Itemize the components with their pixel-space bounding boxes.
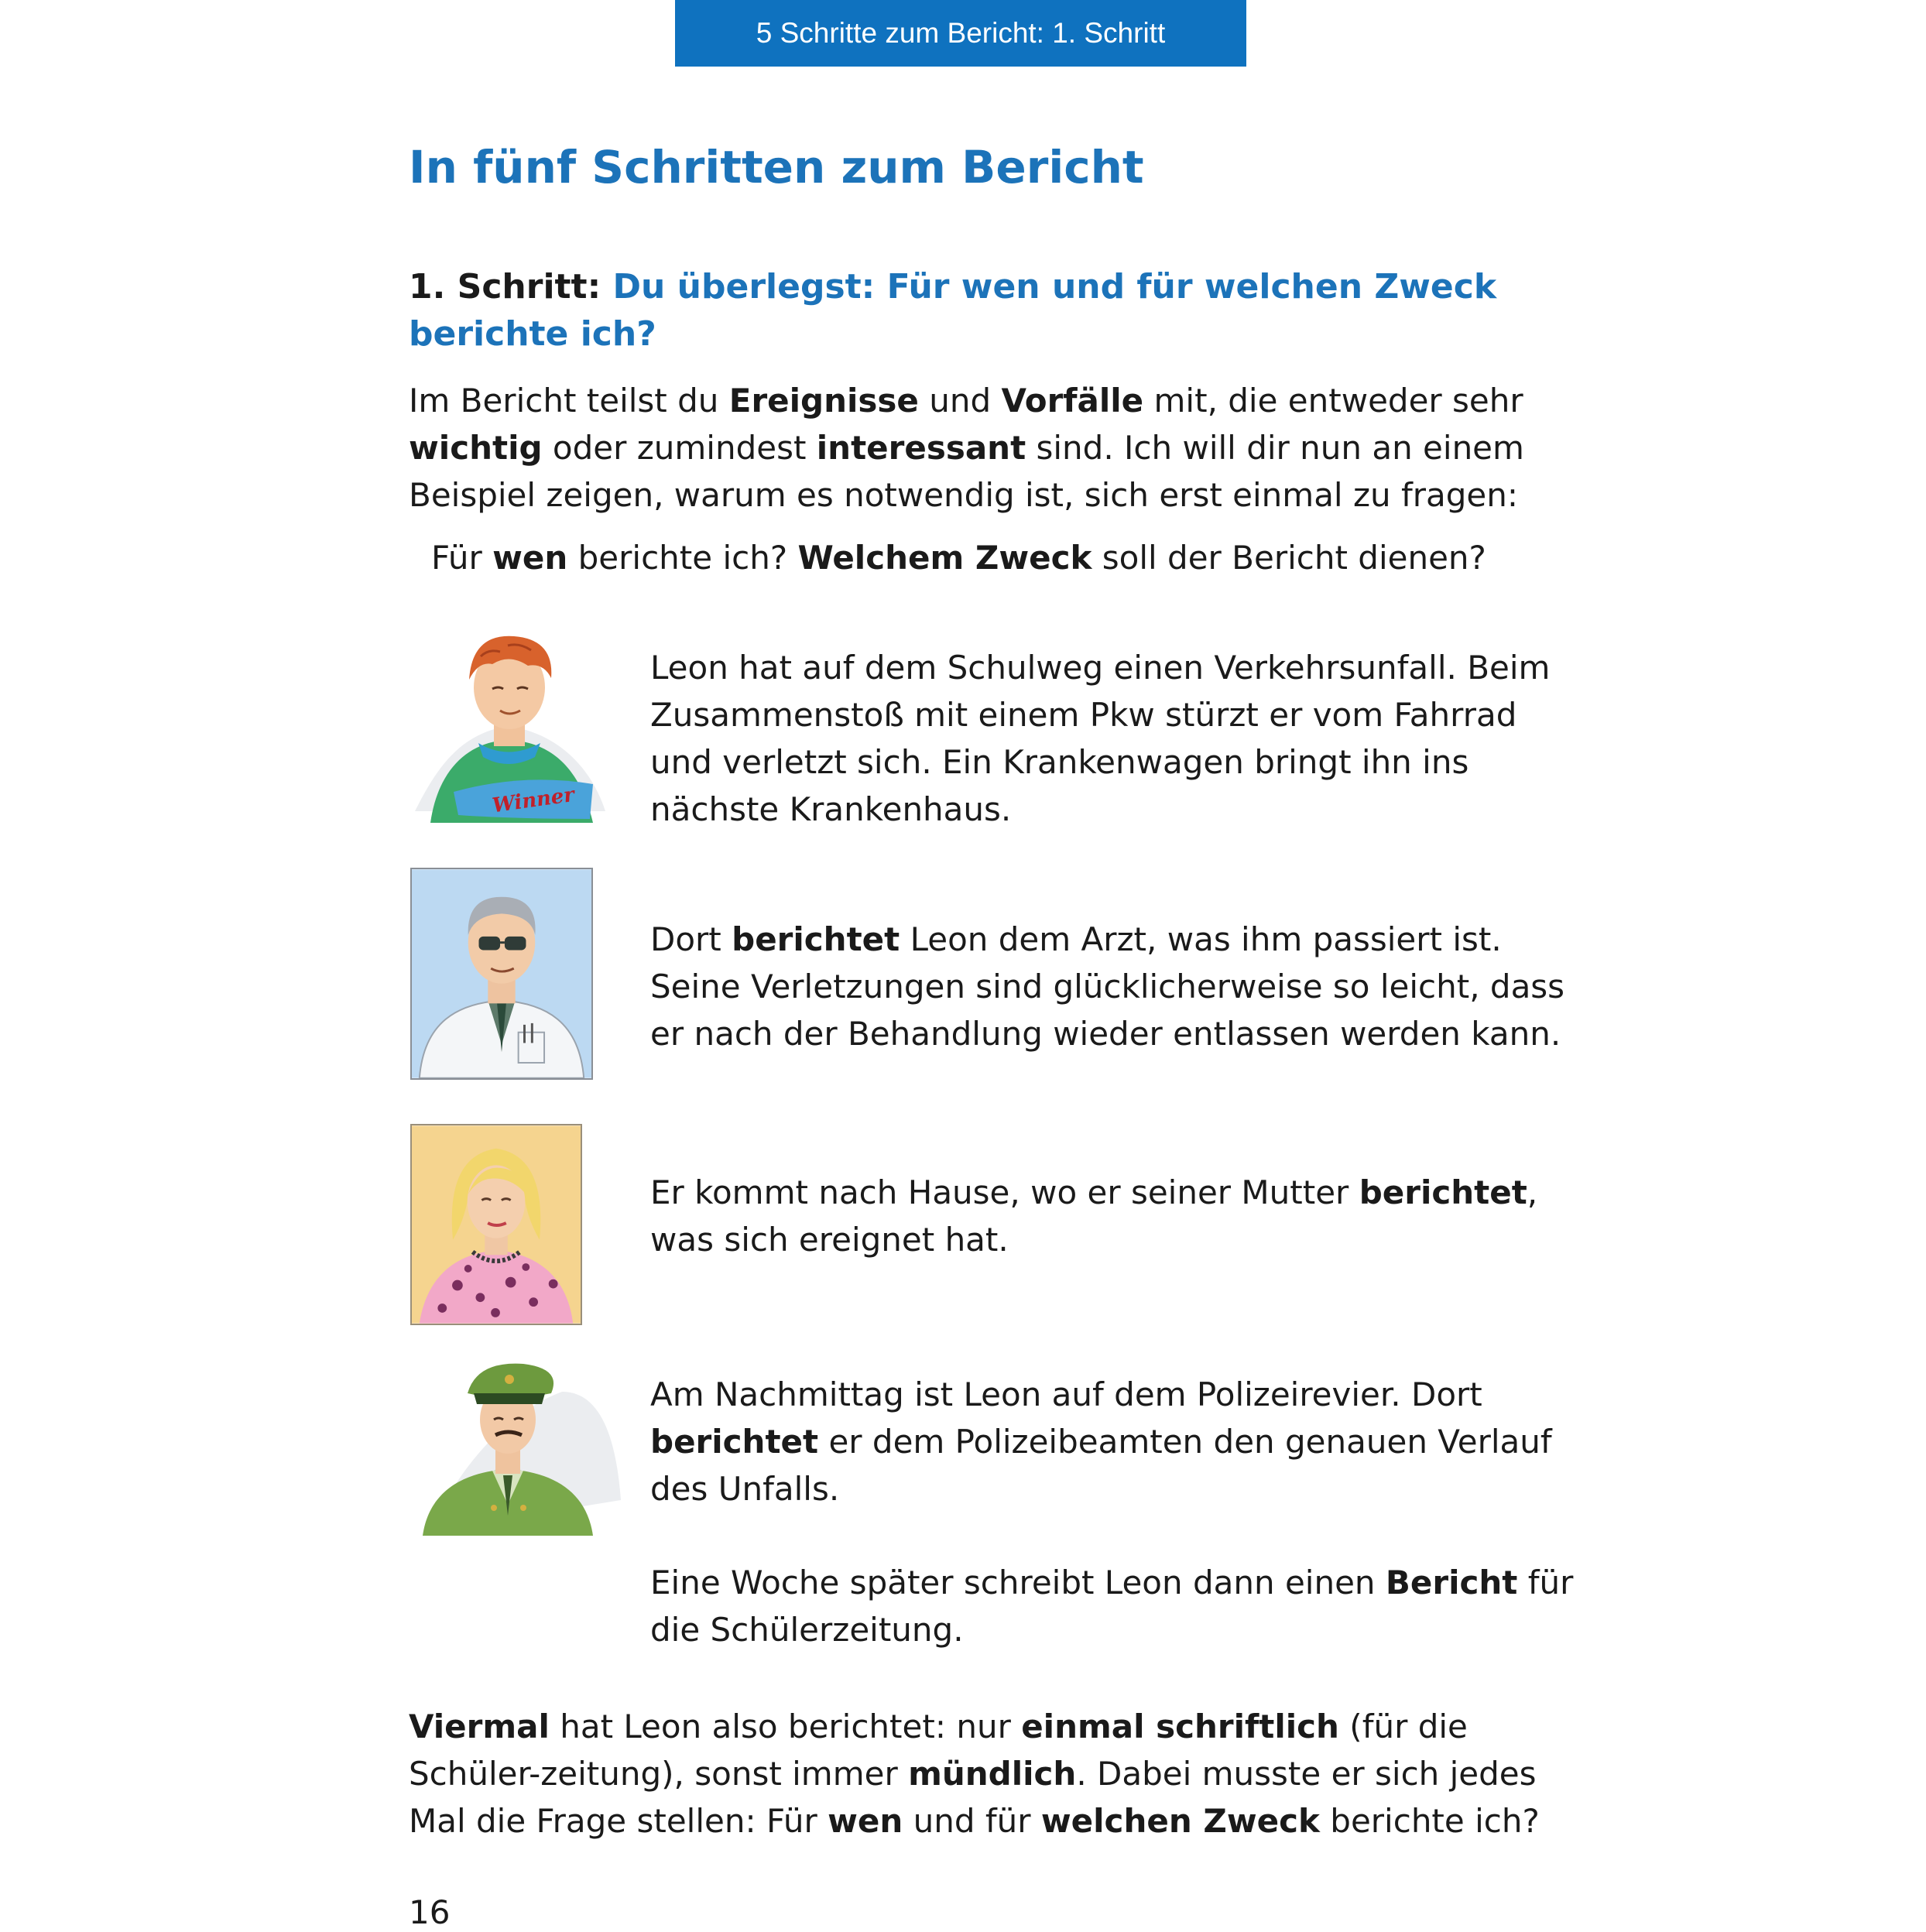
boy-illustration — [407, 625, 613, 827]
summary-paragraph: Viermal hat Leon also berichtet: nur einmal schriftlich (für die Schüler-zeitung), sonst immer mündlich. Dabei musste er sich jedes Mal die Frage stellen: Für wen und für welchen Zweck berichte ich? — [409, 1708, 1540, 1840]
mother-illustration — [410, 1124, 582, 1325]
chapter-header-tab — [675, 0, 1246, 67]
intro-paragraph: Im Bericht teilst du Ereignisse und Vorfälle mit, die entweder sehr wichtig oder zumindest interessant sind. Ich will dir nun an einem Beispiel zeigen, warum es notwendig ist, sich erst einmal zu fragen: — [409, 382, 1524, 514]
item-text-mother: Er kommt nach Hause, wo er seiner Mutter berichtet, was sich ereignet hat. — [650, 1173, 1538, 1259]
shirt-winner-label: Winner — [491, 783, 576, 818]
chapter-header-label: 5 Schritte zum Bericht: 1. Schritt — [756, 17, 1166, 49]
step-heading-text: Du überlegst: Für wen und für welchen Zweck berichte ich? — [409, 267, 1497, 354]
doctor-illustration — [410, 868, 593, 1080]
police-officer-illustration — [407, 1345, 625, 1536]
item-text-accident: Leon hat auf dem Schulweg einen Verkehrsunfall. Beim Zusammenstoß mit einem Pkw stürzt er vom Fahrrad und verletzt sich. Ein Krankenwagen bringt ihn ins nächste Krankenhaus. — [650, 649, 1551, 828]
guiding-question: Für wen berichte ich? Welchem Zweck soll der Bericht dienen? — [431, 539, 1486, 577]
page-title: In fünf Schritten zum Bericht — [409, 141, 1144, 194]
item-text-newspaper: Eine Woche später schreibt Leon dann einen Bericht für die Schülerzeitung. — [650, 1564, 1574, 1649]
step-number-label: 1. Schritt: — [409, 267, 601, 307]
item-text-police: Am Nachmittag ist Leon auf dem Polizeirevier. Dort berichtet er dem Polizeibeamten den genauen Verlauf des Unfalls. — [650, 1375, 1552, 1508]
page-number: 16 — [409, 1893, 451, 1931]
item-text-doctor: Dort berichtet Leon dem Arzt, was ihm passiert ist. Seine Verletzungen sind glücklicherweise so leicht, dass er nach der Behandlung wieder entlassen werden kann. — [650, 920, 1565, 1053]
step-heading — [409, 263, 1531, 358]
